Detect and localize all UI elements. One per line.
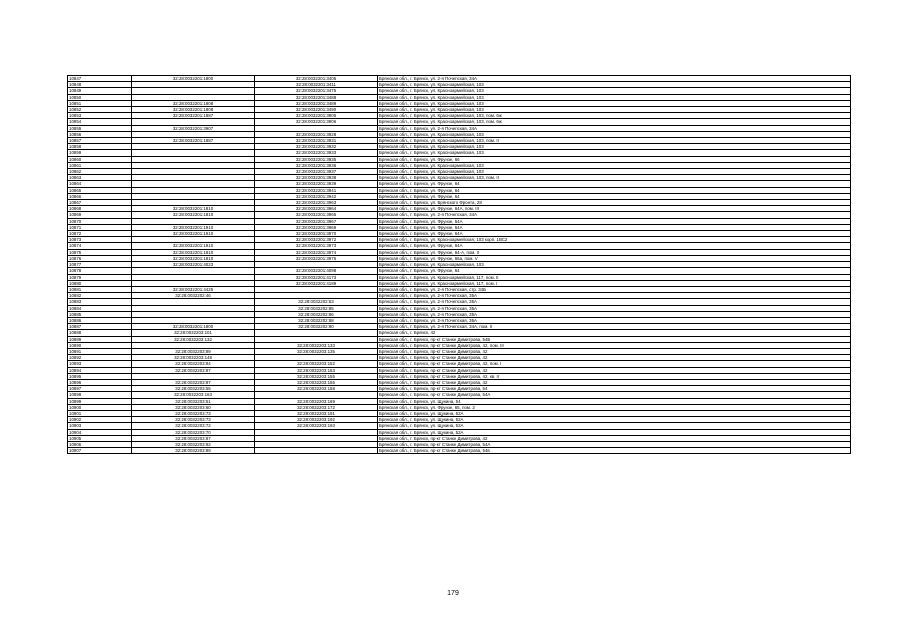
address-cell: Брянская обл., г. Брянск, ул. Фрунзе, 64А, пом. III bbox=[378, 206, 851, 212]
object-cadastral-number-cell: 32:28:0032202:85 bbox=[255, 305, 378, 311]
address-cell: Брянская обл., г. Брянск, ул. Красноармейская, 103 bbox=[378, 94, 851, 100]
row-number-cell: 10848 bbox=[68, 82, 132, 88]
row-number-cell: 10882 bbox=[68, 293, 132, 299]
address-cell: Брянская обл., г. Брянск, ул. Красноармейская, 103, пом. II bbox=[378, 175, 851, 181]
parcel-cadastral-number-cell: 32:28:0032203:163 bbox=[132, 392, 255, 398]
row-number-cell: 10864 bbox=[68, 181, 132, 187]
address-cell: Брянская обл., г. Брянск, ул. 2-я Почепская, 35А bbox=[378, 305, 851, 311]
object-cadastral-number-cell: 32:28:0032201:3906 bbox=[255, 119, 378, 125]
address-cell: Брянская обл., г. Брянск, ул. Фрунзе, 65, пом. 2 bbox=[378, 404, 851, 410]
address-cell: Брянская обл., г. Брянск, ул. Фрунзе, 66а, пом. V bbox=[378, 255, 851, 261]
row-number-cell: 10874 bbox=[68, 243, 132, 249]
row-number-cell: 10854 bbox=[68, 119, 132, 125]
address-cell: Брянская обл., г. Брянск, ул. Фрунзе, 64 bbox=[378, 193, 851, 199]
address-cell: Брянская обл., г. Брянск, ул. Фрунзе, 64-А, пом. II bbox=[378, 249, 851, 255]
parcel-cadastral-number-cell: 32:28:0032203:73 bbox=[132, 410, 255, 416]
object-cadastral-number-cell: 32:28:0032201:3975 bbox=[255, 255, 378, 261]
row-number-cell: 10902 bbox=[68, 417, 132, 423]
row-number-cell: 10900 bbox=[68, 404, 132, 410]
object-cadastral-number-cell: 32:28:0032201:3488 bbox=[255, 94, 378, 100]
row-number-cell: 10863 bbox=[68, 175, 132, 181]
row-number-cell: 10858 bbox=[68, 144, 132, 150]
row-number-cell: 10849 bbox=[68, 88, 132, 94]
object-cadastral-number-cell: 32:28:0032201:3938 bbox=[255, 175, 378, 181]
address-cell: Брянская обл., г. Брянск, ул. Красноармейская, 103 bbox=[378, 131, 851, 137]
parcel-cadastral-number-cell: 32:28:0032201:1810 bbox=[132, 255, 255, 261]
parcel-cadastral-number-cell: 32:28:0032203:89 bbox=[132, 448, 255, 454]
object-cadastral-number-cell: 32:28:0032203:133 bbox=[255, 342, 378, 348]
object-cadastral-number-cell: 32:28:0032203:158 bbox=[255, 386, 378, 392]
object-cadastral-number-cell: 32:28:0032201:3972 bbox=[255, 237, 378, 243]
address-cell: Брянская обл., г. Брянск, ул. Фрунзе, 64А bbox=[378, 218, 851, 224]
object-cadastral-number-cell: 32:28:0032201:3932 bbox=[255, 144, 378, 150]
row-number-cell: 10850 bbox=[68, 94, 132, 100]
parcel-cadastral-number-cell: 32:28:0032203:87 bbox=[132, 435, 255, 441]
parcel-cadastral-number-cell: 32:28:0032203:55 bbox=[132, 386, 255, 392]
address-cell: Брянская обл., г. Брянск, ул. 2-я Почепская, 34А bbox=[378, 125, 851, 131]
row-number-cell: 10851 bbox=[68, 100, 132, 106]
address-cell: Брянская обл., г. Брянск, пр-кт Станке Димитрова, 42 bbox=[378, 355, 851, 361]
object-cadastral-number-cell: 32:28:0032203:191 bbox=[255, 410, 378, 416]
row-number-cell: 10862 bbox=[68, 169, 132, 175]
row-number-cell: 10877 bbox=[68, 262, 132, 268]
address-cell: Брянская обл., г. Брянск, ул. Красноармейская, 103 bbox=[378, 162, 851, 168]
row-number-cell: 10871 bbox=[68, 224, 132, 230]
row-number-cell: 10904 bbox=[68, 429, 132, 435]
row-number-cell: 10865 bbox=[68, 187, 132, 193]
address-cell: Брянская обл., г. Брянск, ул. Красноармейская, 103 bbox=[378, 107, 851, 113]
row-number-cell: 10875 bbox=[68, 249, 132, 255]
address-cell: Брянская обл., г. Брянск, ул. 2-я Почепская, стр. 34Б bbox=[378, 286, 851, 292]
parcel-cadastral-number-cell: 32:28:0032201:1808 bbox=[132, 100, 255, 106]
parcel-cadastral-number-cell: 32:28:0032201:1887 bbox=[132, 138, 255, 144]
object-cadastral-number-cell: 32:28:0032201:4189 bbox=[255, 280, 378, 286]
object-cadastral-number-cell: 32:28:0032203:153 bbox=[255, 367, 378, 373]
address-cell: Брянская обл., г. Брянск, ул. Щукина, 52А bbox=[378, 423, 851, 429]
parcel-cadastral-number-cell: 32:28:0032201:1800 bbox=[132, 76, 255, 82]
address-cell: Брянская обл., г. Брянск, ул. 2-я Почепская, 35А bbox=[378, 299, 851, 305]
object-cadastral-number-cell: 32:28:0032201:3490 bbox=[255, 107, 378, 113]
parcel-cadastral-number-cell: 32:28:0032201:1910 bbox=[132, 231, 255, 237]
row-number-cell: 10906 bbox=[68, 441, 132, 447]
object-cadastral-number-cell: 32:28:0032202:86 bbox=[255, 311, 378, 317]
address-cell: Брянская обл., г. Брянск, ул. Красноармейская, 103 bbox=[378, 144, 851, 150]
address-cell: Брянская обл., г. Брянск, ул. Красноармейская, 103 bbox=[378, 88, 851, 94]
object-cadastral-number-cell: 32:28:0032201:3405 bbox=[255, 76, 378, 82]
row-number-cell: 10881 bbox=[68, 286, 132, 292]
address-cell: Брянская обл., г. Брянск, ул. Красноармейская, 117, пом. II bbox=[378, 274, 851, 280]
object-cadastral-number-cell: 32:28:0032201:4098 bbox=[255, 268, 378, 274]
object-cadastral-number-cell: 32:28:0032202:63 bbox=[255, 299, 378, 305]
object-cadastral-number-cell: 32:28:0032201:3965 bbox=[255, 212, 378, 218]
address-cell: Брянская обл., г. Брянск, ул. Щукина, 52А bbox=[378, 429, 851, 435]
row-number-cell: 10852 bbox=[68, 107, 132, 113]
address-cell: Брянская обл., г. Брянск, ул. 2-я Почепская, 34А bbox=[378, 76, 851, 82]
parcel-cadastral-number-cell: 32:28:0032203:70 bbox=[132, 429, 255, 435]
parcel-cadastral-number-cell: 32:28:0032201:1808 bbox=[132, 107, 255, 113]
row-number-cell: 10892 bbox=[68, 355, 132, 361]
row-number-cell: 10907 bbox=[68, 448, 132, 454]
row-number-cell: 10876 bbox=[68, 255, 132, 261]
object-cadastral-number-cell: 32:28:0032201:3489 bbox=[255, 100, 378, 106]
object-cadastral-number-cell: 32:28:0032201:3933 bbox=[255, 150, 378, 156]
object-cadastral-number-cell: 32:28:0032201:3931 bbox=[255, 138, 378, 144]
row-number-cell: 10878 bbox=[68, 268, 132, 274]
row-number-cell: 10898 bbox=[68, 392, 132, 398]
row-number-cell: 10889 bbox=[68, 336, 132, 342]
row-number-cell: 10873 bbox=[68, 237, 132, 243]
object-cadastral-number-cell: 32:28:0032201:3411 bbox=[255, 82, 378, 88]
object-cadastral-number-cell: 32:28:0032201:3967 bbox=[255, 218, 378, 224]
row-number-cell: 10867 bbox=[68, 200, 132, 206]
address-cell: Брянская обл., г. Брянск, пр-кт Станке Димитрова, 42, пом. I bbox=[378, 361, 851, 367]
object-cadastral-number-cell: 32:28:0032201:3937 bbox=[255, 169, 378, 175]
address-cell: Брянская обл., г. Брянск, ул. Красноармейская, 103 bbox=[378, 262, 851, 268]
row-number-cell: 10893 bbox=[68, 361, 132, 367]
parcel-cadastral-number-cell: 32:28:0032201:4425 bbox=[132, 286, 255, 292]
parcel-cadastral-number-cell: 32:28:0032203:101 bbox=[132, 330, 255, 336]
row-number-cell: 10870 bbox=[68, 218, 132, 224]
parcel-cadastral-number-cell: 32:28:0032203:89 bbox=[132, 348, 255, 354]
object-cadastral-number-cell: 32:28:0032201:3969 bbox=[255, 224, 378, 230]
row-number-cell: 10860 bbox=[68, 156, 132, 162]
address-cell: Брянская обл., г. Брянск, ул. 2-я Почепская, 34А, пом. II bbox=[378, 324, 851, 330]
object-cadastral-number-cell: 32:28:0032201:3939 bbox=[255, 181, 378, 187]
row-number-cell: 10896 bbox=[68, 379, 132, 385]
address-cell: Брянская обл., г. Брянск, ул. Фрунзе, 64 bbox=[378, 181, 851, 187]
address-cell: Брянская обл., г. Брянск, ул. 2-я Почепская, 35А bbox=[378, 317, 851, 323]
object-cadastral-number-cell: 32:28:0032203:152 bbox=[255, 361, 378, 367]
row-number-cell: 10890 bbox=[68, 342, 132, 348]
address-cell: Брянская обл., г. Брянск, пр-кт Станке Димитрова, 42 bbox=[378, 367, 851, 373]
row-number-cell: 10879 bbox=[68, 274, 132, 280]
address-cell: Брянская обл., г. Брянск, пр-кт Станке Димитрова, 54А bbox=[378, 441, 851, 447]
address-cell: Брянская обл., г. Брянск, ул. Брянского Фронта, 28 bbox=[378, 200, 851, 206]
object-cadastral-number-cell: 32:28:0032203:192 bbox=[255, 417, 378, 423]
table-row bbox=[68, 448, 851, 454]
row-number-cell: 10855 bbox=[68, 125, 132, 131]
address-cell: Брянская обл., г. Брянск, ул. Фрунзе, 64 bbox=[378, 268, 851, 274]
row-number-cell: 10861 bbox=[68, 162, 132, 168]
parcel-cadastral-number-cell: 32:28:0032203:60 bbox=[132, 404, 255, 410]
object-cadastral-number-cell: 32:28:0032203:193 bbox=[255, 423, 378, 429]
row-number-cell: 10901 bbox=[68, 410, 132, 416]
object-cadastral-number-cell: 32:28:0032201:3905 bbox=[255, 113, 378, 119]
row-number-cell: 10859 bbox=[68, 150, 132, 156]
row-number-cell: 10903 bbox=[68, 423, 132, 429]
object-cadastral-number-cell: 32:28:0032202:90 bbox=[255, 324, 378, 330]
address-cell: Брянская обл., г. Брянск, пр-кт Станке Димитрова, 42 bbox=[378, 379, 851, 385]
row-number-cell: 10885 bbox=[68, 311, 132, 317]
address-cell: Брянская обл., г. Брянск, ул. Красноармейская, 103 bbox=[378, 100, 851, 106]
address-cell: Брянская обл., г. Брянск, ул. Щукина, 52А bbox=[378, 417, 851, 423]
row-number-cell: 10894 bbox=[68, 367, 132, 373]
parcel-cadastral-number-cell: 32:28:0032203:84 bbox=[132, 361, 255, 367]
parcel-cadastral-number-cell: 32:28:0032203:92 bbox=[132, 441, 255, 447]
address-cell: Брянская обл., г. Брянск, ул. 2-я Почепская, 34А bbox=[378, 212, 851, 218]
table-body bbox=[68, 76, 851, 454]
parcel-cadastral-number-cell: 32:28:0032203:72 bbox=[132, 423, 255, 429]
row-number-cell: 10872 bbox=[68, 231, 132, 237]
address-cell: Брянская обл., г. Брянск, ул. 2-я Почепская, 35А bbox=[378, 311, 851, 317]
address-cell: Брянская обл., г. Брянск, пр-кт Станке Димитрова, 54Б bbox=[378, 336, 851, 342]
address-cell: Брянская обл., г. Брянск, пр-кт Станке Димитрова, 42, пом. III bbox=[378, 342, 851, 348]
address-cell: Брянская обл., г. Брянск, ул. Фрунзе, 64 bbox=[378, 187, 851, 193]
parcel-cadastral-number-cell: 32:28:0032201:4023 bbox=[132, 262, 255, 268]
object-cadastral-number-cell: 32:28:0032201:3963 bbox=[255, 200, 378, 206]
row-number-cell: 10905 bbox=[68, 435, 132, 441]
object-cadastral-number-cell: 32:28:0032201:3928 bbox=[255, 131, 378, 137]
object-cadastral-number-cell: 32:28:0032203:155 bbox=[255, 373, 378, 379]
object-cadastral-number-cell: 32:28:0032201:4173 bbox=[255, 274, 378, 280]
address-cell: Брянская обл., г. Брянск, ул. Фрунзе, 64А bbox=[378, 231, 851, 237]
parcel-cadastral-number-cell: 32:28:0032203:148 bbox=[132, 355, 255, 361]
object-cadastral-number-cell: 32:28:0032201:3941 bbox=[255, 187, 378, 193]
object-cadastral-number-cell: 32:28:0032201:3475 bbox=[255, 88, 378, 94]
address-cell: Брянская обл., г. Брянск, ул. Красноармейская, 103 bbox=[378, 82, 851, 88]
object-cadastral-number-cell: 32:28:0032201:3970 bbox=[255, 231, 378, 237]
address-cell: Брянская обл., г. Брянск, ул. Фрунзе, 64А bbox=[378, 243, 851, 249]
address-cell: Брянская обл., г. Брянск, 42 bbox=[378, 330, 851, 336]
object-cadastral-number-cell: 32:28:0032201:3973 bbox=[255, 243, 378, 249]
address-cell: Брянская обл., г. Брянск, ул. Фрунзе, 64А bbox=[378, 224, 851, 230]
address-cell: Брянская обл., г. Брянск, пр-кт Станке Димитрова, 54 bbox=[378, 386, 851, 392]
address-cell: Брянская обл., г. Брянск, пр-кт Станке Димитрова, 42, кв. II bbox=[378, 373, 851, 379]
address-cell: Брянская обл., г. Брянск, ул. 2-я Почепская, 35А bbox=[378, 293, 851, 299]
parcel-cadastral-number-cell: 32:28:0032203:73 bbox=[132, 417, 255, 423]
row-number-cell: 10886 bbox=[68, 317, 132, 323]
parcel-cadastral-number-cell: 32:28:0032203:87 bbox=[132, 379, 255, 385]
row-number-cell: 10883 bbox=[68, 299, 132, 305]
parcel-cadastral-number-cell: 32:28:0032203:51 bbox=[132, 398, 255, 404]
row-number-cell: 10891 bbox=[68, 348, 132, 354]
parcel-cadastral-number-cell: 32:28:0032201:1800 bbox=[132, 324, 255, 330]
parcel-cadastral-number-cell: 32:28:0032201:1887 bbox=[132, 113, 255, 119]
object-cadastral-number-cell: 32:28:0032202:88 bbox=[255, 317, 378, 323]
parcel-cadastral-number-cell: 32:28:0032203:87 bbox=[132, 367, 255, 373]
address-cell: Брянская обл., г. Брянск, ул. Красноармейская, 103 корп. 1ВС2 bbox=[378, 237, 851, 243]
address-cell: Брянская обл., г. Брянск, ул. Красноармейская, 117, пом. I bbox=[378, 280, 851, 286]
object-cadastral-number-cell bbox=[255, 448, 378, 454]
address-cell: Брянская обл., г. Брянск, ул. Красноармейская, 103, пом. 6ж bbox=[378, 119, 851, 125]
parcel-cadastral-number-cell: 32:28:0032203:132 bbox=[132, 336, 255, 342]
address-cell: Брянская обл., г. Брянск, ул. Красноармейская, 103 bbox=[378, 169, 851, 175]
address-cell: Брянская обл., г. Брянск, пр-кт Станке Димитрова, 42 bbox=[378, 348, 851, 354]
address-cell: Брянская обл., г. Брянск, ул. Красноармейская, 103 bbox=[378, 150, 851, 156]
object-cadastral-number-cell: 32:28:0032201:3936 bbox=[255, 162, 378, 168]
address-cell: Брянская обл., г. Брянск, ул. Красноармейская, 103, пом. 6ж bbox=[378, 113, 851, 119]
row-number-cell: 10895 bbox=[68, 373, 132, 379]
object-cadastral-number-cell: 32:28:0032203:135 bbox=[255, 348, 378, 354]
parcel-cadastral-number-cell: 32:28:0032201:3907 bbox=[132, 125, 255, 131]
parcel-cadastral-number-cell: 32:28:0032201:1810 bbox=[132, 212, 255, 218]
row-number-cell: 10869 bbox=[68, 212, 132, 218]
row-number-cell: 10856 bbox=[68, 131, 132, 137]
parcel-cadastral-number-cell: 32:28:0032202:46 bbox=[132, 293, 255, 299]
row-number-cell: 10853 bbox=[68, 113, 132, 119]
row-number-cell: 10884 bbox=[68, 305, 132, 311]
row-number-cell: 10880 bbox=[68, 280, 132, 286]
object-cadastral-number-cell: 32:28:0032201:3935 bbox=[255, 156, 378, 162]
page-number: 179 bbox=[447, 590, 459, 597]
object-cadastral-number-cell: 32:28:0032203:169 bbox=[255, 398, 378, 404]
object-cadastral-number-cell: 32:28:0032203:172 bbox=[255, 404, 378, 410]
parcel-cadastral-number-cell: 32:28:0032201:1910 bbox=[132, 224, 255, 230]
address-cell: Брянская обл., г. Брянск, пр-кт Станке Димитрова, 54в bbox=[378, 448, 851, 454]
row-number-cell: 10897 bbox=[68, 386, 132, 392]
address-cell: Брянская обл., г. Брянск, ул. Щукина, 54 bbox=[378, 398, 851, 404]
object-cadastral-number-cell: 32:28:0032201:3942 bbox=[255, 193, 378, 199]
object-cadastral-number-cell: 32:28:0032201:3974 bbox=[255, 249, 378, 255]
row-number-cell: 10899 bbox=[68, 398, 132, 404]
address-cell: Брянская обл., г. Брянск, ул. Фрунзе, 66 bbox=[378, 156, 851, 162]
row-number-cell: 10888 bbox=[68, 330, 132, 336]
address-cell: Брянская обл., г. Брянск, пр-кт Станке Димитрова, 54А bbox=[378, 392, 851, 398]
address-cell: Брянская обл., г. Брянск, ул. Красноармейская, 103, пом. II bbox=[378, 138, 851, 144]
cadastral-table bbox=[67, 75, 851, 454]
object-cadastral-number-cell: 32:28:0032203:156 bbox=[255, 379, 378, 385]
row-number-cell: 10847 bbox=[68, 76, 132, 82]
row-number-cell: 10866 bbox=[68, 193, 132, 199]
parcel-cadastral-number-cell: 32:28:0032201:1810 bbox=[132, 249, 255, 255]
object-cadastral-number-cell: 32:28:0032201:3964 bbox=[255, 206, 378, 212]
row-number-cell: 10857 bbox=[68, 138, 132, 144]
row-number-cell: 10868 bbox=[68, 206, 132, 212]
parcel-cadastral-number-cell: 32:28:0032201:1810 bbox=[132, 206, 255, 212]
address-cell: Брянская обл., г. Брянск, пр-кт Станке Димитрова, 42 bbox=[378, 435, 851, 441]
parcel-cadastral-number-cell: 32:28:0032201:1910 bbox=[132, 243, 255, 249]
address-cell: Брянская обл., г. Брянск, ул. Щукина, 52А bbox=[378, 410, 851, 416]
row-number-cell: 10887 bbox=[68, 324, 132, 330]
